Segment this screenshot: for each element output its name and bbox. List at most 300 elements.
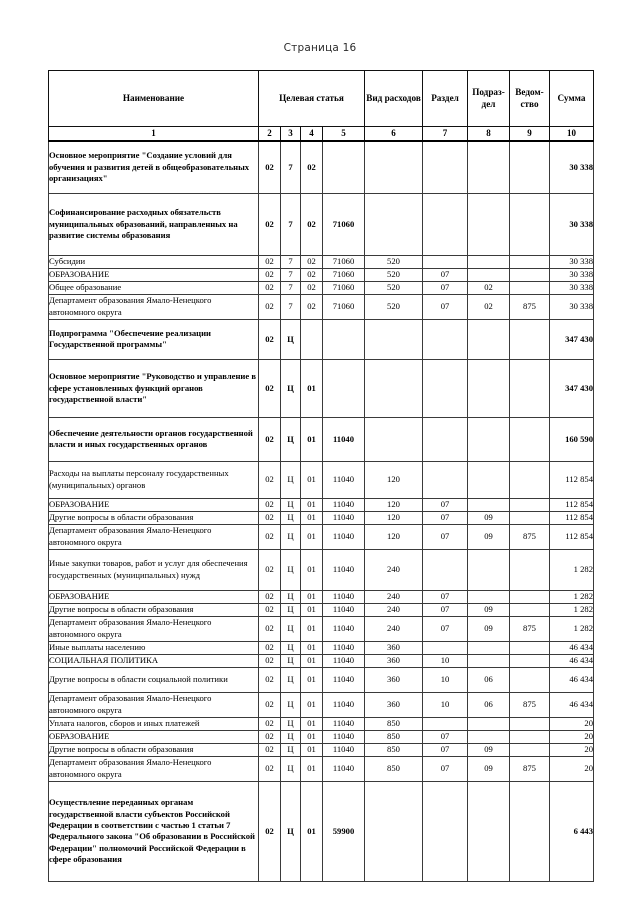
cell-c3: Ц bbox=[281, 498, 301, 511]
cell-c2: 02 bbox=[259, 717, 281, 730]
cell-c9: 875 bbox=[510, 616, 550, 641]
cell-c7 bbox=[423, 717, 468, 730]
cell-c8: 02 bbox=[468, 294, 510, 319]
cell-c6: 120 bbox=[365, 461, 423, 498]
cell-c5: 11040 bbox=[323, 461, 365, 498]
cell-c8 bbox=[468, 781, 510, 881]
cell-c8 bbox=[468, 717, 510, 730]
header-name: Наименование bbox=[49, 71, 259, 127]
cell-name: Субсидии bbox=[49, 255, 259, 268]
cell-sum: 112 854 bbox=[550, 524, 594, 549]
cell-c4: 02 bbox=[301, 255, 323, 268]
colnum-2: 2 bbox=[259, 127, 281, 142]
table-row bbox=[49, 294, 594, 319]
cell-c9 bbox=[510, 549, 550, 590]
table-row bbox=[49, 756, 594, 781]
cell-c9 bbox=[510, 359, 550, 417]
cell-c4 bbox=[301, 319, 323, 359]
colnum-3: 3 bbox=[281, 127, 301, 142]
cell-sum: 30 338 bbox=[550, 294, 594, 319]
cell-c5: 11040 bbox=[323, 730, 365, 743]
cell-c2: 02 bbox=[259, 524, 281, 549]
cell-c3: Ц bbox=[281, 641, 301, 654]
table-row bbox=[49, 743, 594, 756]
cell-c2: 02 bbox=[259, 781, 281, 881]
cell-c5: 11040 bbox=[323, 549, 365, 590]
cell-sum: 1 282 bbox=[550, 616, 594, 641]
cell-c5: 11040 bbox=[323, 641, 365, 654]
column-number-row bbox=[49, 127, 594, 142]
cell-c4: 01 bbox=[301, 717, 323, 730]
table-body bbox=[49, 141, 594, 881]
cell-c9: 875 bbox=[510, 524, 550, 549]
table-row bbox=[49, 654, 594, 667]
cell-name: Расходы на выплаты персоналу государственных (муниципальных) органов bbox=[49, 461, 259, 498]
cell-c7: 07 bbox=[423, 756, 468, 781]
cell-sum: 46 434 bbox=[550, 641, 594, 654]
colnum-1: 1 bbox=[49, 127, 259, 142]
cell-c8 bbox=[468, 654, 510, 667]
cell-c8: 09 bbox=[468, 743, 510, 756]
cell-c8: 09 bbox=[468, 603, 510, 616]
colnum-8: 8 bbox=[468, 127, 510, 142]
cell-sum: 20 bbox=[550, 756, 594, 781]
cell-c3: 7 bbox=[281, 268, 301, 281]
cell-sum: 1 282 bbox=[550, 549, 594, 590]
cell-c8 bbox=[468, 590, 510, 603]
colnum-10: 10 bbox=[550, 127, 594, 142]
cell-c6: 360 bbox=[365, 667, 423, 692]
table-row bbox=[49, 359, 594, 417]
cell-c7 bbox=[423, 461, 468, 498]
cell-c6: 240 bbox=[365, 616, 423, 641]
cell-c3: Ц bbox=[281, 417, 301, 461]
cell-c4: 01 bbox=[301, 730, 323, 743]
cell-c2: 02 bbox=[259, 268, 281, 281]
cell-c4: 02 bbox=[301, 141, 323, 193]
cell-c6: 120 bbox=[365, 511, 423, 524]
cell-c2: 02 bbox=[259, 756, 281, 781]
cell-c6 bbox=[365, 319, 423, 359]
cell-name: Иные закупки товаров, работ и услуг для обеспечения государственных (муниципальных) нужд bbox=[49, 549, 259, 590]
cell-c5: 11040 bbox=[323, 667, 365, 692]
cell-c6: 360 bbox=[365, 692, 423, 717]
cell-c4: 01 bbox=[301, 756, 323, 781]
cell-c8: 09 bbox=[468, 616, 510, 641]
colnum-4: 4 bbox=[301, 127, 323, 142]
cell-c8 bbox=[468, 549, 510, 590]
cell-c5 bbox=[323, 141, 365, 193]
cell-c3: Ц bbox=[281, 590, 301, 603]
cell-c7: 07 bbox=[423, 268, 468, 281]
cell-sum: 112 854 bbox=[550, 498, 594, 511]
cell-sum: 160 590 bbox=[550, 417, 594, 461]
cell-c4: 01 bbox=[301, 781, 323, 881]
cell-c3: Ц bbox=[281, 730, 301, 743]
cell-c5: 11040 bbox=[323, 717, 365, 730]
cell-c7: 07 bbox=[423, 524, 468, 549]
page-label: Страница 16 bbox=[283, 42, 357, 54]
cell-c9 bbox=[510, 590, 550, 603]
cell-c9 bbox=[510, 193, 550, 255]
cell-c9 bbox=[510, 743, 550, 756]
cell-c3: Ц bbox=[281, 654, 301, 667]
cell-c2: 02 bbox=[259, 603, 281, 616]
cell-c3: Ц bbox=[281, 511, 301, 524]
table-row bbox=[49, 549, 594, 590]
cell-c9 bbox=[510, 319, 550, 359]
table-row bbox=[49, 730, 594, 743]
cell-c3: Ц bbox=[281, 549, 301, 590]
cell-c3: Ц bbox=[281, 603, 301, 616]
cell-name: Общее образование bbox=[49, 281, 259, 294]
budget-table-container bbox=[48, 70, 593, 882]
cell-c8 bbox=[468, 498, 510, 511]
budget-table bbox=[48, 70, 594, 882]
cell-c9 bbox=[510, 511, 550, 524]
table-row bbox=[49, 717, 594, 730]
cell-c8: 06 bbox=[468, 667, 510, 692]
cell-c6 bbox=[365, 781, 423, 881]
cell-c7 bbox=[423, 141, 468, 193]
cell-c5: 59900 bbox=[323, 781, 365, 881]
cell-c4: 02 bbox=[301, 193, 323, 255]
cell-c6: 520 bbox=[365, 281, 423, 294]
cell-c4: 01 bbox=[301, 641, 323, 654]
cell-sum: 20 bbox=[550, 743, 594, 756]
cell-c2: 02 bbox=[259, 193, 281, 255]
cell-c3: 7 bbox=[281, 294, 301, 319]
cell-c5: 11040 bbox=[323, 524, 365, 549]
cell-c8 bbox=[468, 141, 510, 193]
table-header-row bbox=[49, 71, 594, 127]
cell-c9 bbox=[510, 730, 550, 743]
cell-sum: 30 338 bbox=[550, 268, 594, 281]
cell-c8: 09 bbox=[468, 524, 510, 549]
cell-c7: 07 bbox=[423, 616, 468, 641]
cell-c8: 09 bbox=[468, 511, 510, 524]
cell-c9 bbox=[510, 141, 550, 193]
cell-c9 bbox=[510, 281, 550, 294]
cell-name: Другие вопросы в области социальной политики bbox=[49, 667, 259, 692]
cell-c7 bbox=[423, 193, 468, 255]
cell-c3: Ц bbox=[281, 781, 301, 881]
cell-sum: 112 854 bbox=[550, 461, 594, 498]
cell-name: Департамент образования Ямало-Ненецкого автономного округа bbox=[49, 294, 259, 319]
cell-c5: 11040 bbox=[323, 743, 365, 756]
cell-c5: 11040 bbox=[323, 511, 365, 524]
cell-sum: 20 bbox=[550, 717, 594, 730]
cell-c5: 71060 bbox=[323, 255, 365, 268]
cell-c3: Ц bbox=[281, 461, 301, 498]
header-expense-type: Вид расходов bbox=[365, 71, 423, 127]
cell-c8 bbox=[468, 730, 510, 743]
cell-sum: 46 434 bbox=[550, 667, 594, 692]
cell-c5: 11040 bbox=[323, 756, 365, 781]
cell-name: Иные выплаты населению bbox=[49, 641, 259, 654]
table-row bbox=[49, 461, 594, 498]
cell-c2: 02 bbox=[259, 641, 281, 654]
cell-name: Подпрограмма "Обеспечение реализации Государственной программы" bbox=[49, 319, 259, 359]
cell-c6: 850 bbox=[365, 756, 423, 781]
cell-c7: 10 bbox=[423, 667, 468, 692]
cell-c6: 120 bbox=[365, 498, 423, 511]
cell-c8 bbox=[468, 268, 510, 281]
cell-c5 bbox=[323, 359, 365, 417]
cell-c3: Ц bbox=[281, 667, 301, 692]
cell-c9 bbox=[510, 781, 550, 881]
cell-c4: 01 bbox=[301, 654, 323, 667]
cell-c9: 875 bbox=[510, 692, 550, 717]
cell-c9 bbox=[510, 717, 550, 730]
table-row bbox=[49, 524, 594, 549]
cell-sum: 347 430 bbox=[550, 359, 594, 417]
table-row bbox=[49, 255, 594, 268]
cell-c6: 240 bbox=[365, 590, 423, 603]
table-row bbox=[49, 193, 594, 255]
cell-c8: 06 bbox=[468, 692, 510, 717]
table-row bbox=[49, 781, 594, 881]
cell-c7: 07 bbox=[423, 498, 468, 511]
cell-c5: 11040 bbox=[323, 498, 365, 511]
cell-c2: 02 bbox=[259, 743, 281, 756]
cell-c9 bbox=[510, 498, 550, 511]
table-row bbox=[49, 641, 594, 654]
cell-c2: 02 bbox=[259, 692, 281, 717]
cell-sum: 30 338 bbox=[550, 255, 594, 268]
cell-c6 bbox=[365, 417, 423, 461]
cell-c9 bbox=[510, 667, 550, 692]
cell-name: Осуществление переданных органам государственной власти субъектов Российской Федерации в соответствии с частью 1 статьи 7 Федерального закона "Об образовании в Российской Федерации" полномочий Российской Федерации в сфере образования bbox=[49, 781, 259, 881]
cell-c7: 07 bbox=[423, 294, 468, 319]
cell-name: ОБРАЗОВАНИЕ bbox=[49, 498, 259, 511]
cell-c5: 71060 bbox=[323, 294, 365, 319]
cell-c7 bbox=[423, 549, 468, 590]
cell-c9 bbox=[510, 641, 550, 654]
table-row bbox=[49, 616, 594, 641]
cell-name: Основное мероприятие "Руководство и управление в сфере установленных функций органов государственной власти" bbox=[49, 359, 259, 417]
cell-c3: Ц bbox=[281, 743, 301, 756]
cell-c8 bbox=[468, 319, 510, 359]
cell-c9 bbox=[510, 255, 550, 268]
cell-c6: 520 bbox=[365, 294, 423, 319]
cell-sum: 46 434 bbox=[550, 692, 594, 717]
cell-c4: 01 bbox=[301, 524, 323, 549]
cell-c2: 02 bbox=[259, 654, 281, 667]
cell-c2: 02 bbox=[259, 319, 281, 359]
cell-c3: Ц bbox=[281, 359, 301, 417]
cell-c6 bbox=[365, 141, 423, 193]
cell-c7 bbox=[423, 359, 468, 417]
cell-sum: 30 338 bbox=[550, 141, 594, 193]
cell-c9 bbox=[510, 417, 550, 461]
cell-c5: 11040 bbox=[323, 692, 365, 717]
cell-sum: 30 338 bbox=[550, 193, 594, 255]
cell-c3: Ц bbox=[281, 616, 301, 641]
cell-c6: 520 bbox=[365, 255, 423, 268]
cell-c7: 07 bbox=[423, 603, 468, 616]
cell-c9 bbox=[510, 461, 550, 498]
cell-c9 bbox=[510, 654, 550, 667]
cell-name: Другие вопросы в области образования bbox=[49, 743, 259, 756]
cell-c5: 71060 bbox=[323, 193, 365, 255]
table-row bbox=[49, 498, 594, 511]
cell-name: Департамент образования Ямало-Ненецкого автономного округа bbox=[49, 692, 259, 717]
cell-c8 bbox=[468, 359, 510, 417]
cell-c8 bbox=[468, 641, 510, 654]
cell-c5: 11040 bbox=[323, 590, 365, 603]
cell-c4: 01 bbox=[301, 511, 323, 524]
cell-c4: 01 bbox=[301, 359, 323, 417]
cell-c6 bbox=[365, 359, 423, 417]
cell-c4: 01 bbox=[301, 498, 323, 511]
cell-c6: 850 bbox=[365, 730, 423, 743]
table-row bbox=[49, 141, 594, 193]
header-department: Ведом-ство bbox=[510, 71, 550, 127]
cell-c4: 01 bbox=[301, 603, 323, 616]
cell-c4: 01 bbox=[301, 417, 323, 461]
cell-name: Департамент образования Ямало-Ненецкого автономного округа bbox=[49, 756, 259, 781]
cell-c5 bbox=[323, 319, 365, 359]
cell-c7 bbox=[423, 319, 468, 359]
cell-c8 bbox=[468, 193, 510, 255]
cell-c4: 01 bbox=[301, 667, 323, 692]
cell-c2: 02 bbox=[259, 549, 281, 590]
cell-c3: 7 bbox=[281, 255, 301, 268]
cell-c2: 02 bbox=[259, 461, 281, 498]
cell-c2: 02 bbox=[259, 294, 281, 319]
cell-c4: 01 bbox=[301, 743, 323, 756]
table-row bbox=[49, 590, 594, 603]
cell-c5: 71060 bbox=[323, 281, 365, 294]
table-header bbox=[49, 71, 594, 142]
cell-c7: 07 bbox=[423, 730, 468, 743]
cell-c2: 02 bbox=[259, 511, 281, 524]
table-row bbox=[49, 667, 594, 692]
cell-c4: 01 bbox=[301, 692, 323, 717]
colnum-6: 6 bbox=[365, 127, 423, 142]
cell-c3: Ц bbox=[281, 756, 301, 781]
cell-name: СОЦИАЛЬНАЯ ПОЛИТИКА bbox=[49, 654, 259, 667]
header-subsection: Подраз-дел bbox=[468, 71, 510, 127]
cell-sum: 6 443 bbox=[550, 781, 594, 881]
header-sum: Сумма bbox=[550, 71, 594, 127]
header-target-article: Целевая статья bbox=[259, 71, 365, 127]
cell-c6: 120 bbox=[365, 524, 423, 549]
table-row bbox=[49, 603, 594, 616]
cell-c2: 02 bbox=[259, 590, 281, 603]
cell-c2: 02 bbox=[259, 616, 281, 641]
cell-c2: 02 bbox=[259, 281, 281, 294]
colnum-7: 7 bbox=[423, 127, 468, 142]
cell-name: Департамент образования Ямало-Ненецкого автономного округа bbox=[49, 616, 259, 641]
cell-c6: 360 bbox=[365, 654, 423, 667]
colnum-9: 9 bbox=[510, 127, 550, 142]
cell-c7 bbox=[423, 417, 468, 461]
colnum-5: 5 bbox=[323, 127, 365, 142]
cell-c4: 01 bbox=[301, 590, 323, 603]
cell-c4: 02 bbox=[301, 268, 323, 281]
cell-c7 bbox=[423, 255, 468, 268]
cell-c6 bbox=[365, 193, 423, 255]
cell-c7 bbox=[423, 781, 468, 881]
cell-name: Департамент образования Ямало-Ненецкого автономного округа bbox=[49, 524, 259, 549]
cell-c6: 520 bbox=[365, 268, 423, 281]
cell-c7: 10 bbox=[423, 654, 468, 667]
cell-c7: 07 bbox=[423, 281, 468, 294]
cell-c8: 09 bbox=[468, 756, 510, 781]
table-row bbox=[49, 511, 594, 524]
cell-c2: 02 bbox=[259, 667, 281, 692]
cell-sum: 347 430 bbox=[550, 319, 594, 359]
cell-sum: 1 282 bbox=[550, 603, 594, 616]
cell-c3: 7 bbox=[281, 193, 301, 255]
cell-c5: 11040 bbox=[323, 616, 365, 641]
cell-sum: 30 338 bbox=[550, 281, 594, 294]
cell-c2: 02 bbox=[259, 417, 281, 461]
cell-c4: 01 bbox=[301, 461, 323, 498]
table-row bbox=[49, 268, 594, 281]
cell-c4: 02 bbox=[301, 281, 323, 294]
cell-name: Софинансирование расходных обязательств муниципальных образований, направленных на развитие системы образования bbox=[49, 193, 259, 255]
cell-c3: Ц bbox=[281, 692, 301, 717]
cell-c5: 11040 bbox=[323, 654, 365, 667]
cell-c4: 01 bbox=[301, 616, 323, 641]
cell-c5: 71060 bbox=[323, 268, 365, 281]
cell-name: Другие вопросы в области образования bbox=[49, 603, 259, 616]
cell-c2: 02 bbox=[259, 730, 281, 743]
cell-c7 bbox=[423, 641, 468, 654]
table-row bbox=[49, 281, 594, 294]
cell-c6: 240 bbox=[365, 549, 423, 590]
cell-c4: 02 bbox=[301, 294, 323, 319]
cell-c5: 11040 bbox=[323, 417, 365, 461]
cell-c6: 850 bbox=[365, 717, 423, 730]
cell-c3: Ц bbox=[281, 524, 301, 549]
cell-name: ОБРАЗОВАНИЕ bbox=[49, 730, 259, 743]
cell-c9 bbox=[510, 268, 550, 281]
cell-c8 bbox=[468, 417, 510, 461]
cell-name: ОБРАЗОВАНИЕ bbox=[49, 268, 259, 281]
cell-c3: Ц bbox=[281, 717, 301, 730]
cell-c7: 07 bbox=[423, 511, 468, 524]
table-row bbox=[49, 319, 594, 359]
cell-c8 bbox=[468, 255, 510, 268]
cell-c4: 01 bbox=[301, 549, 323, 590]
cell-c3: 7 bbox=[281, 281, 301, 294]
cell-c2: 02 bbox=[259, 141, 281, 193]
cell-c6: 240 bbox=[365, 603, 423, 616]
cell-c9: 875 bbox=[510, 756, 550, 781]
cell-c8: 02 bbox=[468, 281, 510, 294]
table-row bbox=[49, 417, 594, 461]
cell-sum: 46 434 bbox=[550, 654, 594, 667]
cell-c2: 02 bbox=[259, 255, 281, 268]
cell-c3: Ц bbox=[281, 319, 301, 359]
cell-name: Обеспечение деятельности органов государственной власти и иных государственных органов bbox=[49, 417, 259, 461]
cell-sum: 1 282 bbox=[550, 590, 594, 603]
cell-c5: 11040 bbox=[323, 603, 365, 616]
cell-c2: 02 bbox=[259, 359, 281, 417]
cell-name: Другие вопросы в области образования bbox=[49, 511, 259, 524]
cell-c8 bbox=[468, 461, 510, 498]
cell-sum: 20 bbox=[550, 730, 594, 743]
cell-name: Уплата налогов, сборов и иных платежей bbox=[49, 717, 259, 730]
cell-name: Основное мероприятие "Создание условий для обучения и развития детей в общеобразовательных организациях" bbox=[49, 141, 259, 193]
cell-c3: 7 bbox=[281, 141, 301, 193]
cell-c2: 02 bbox=[259, 498, 281, 511]
cell-c9 bbox=[510, 603, 550, 616]
